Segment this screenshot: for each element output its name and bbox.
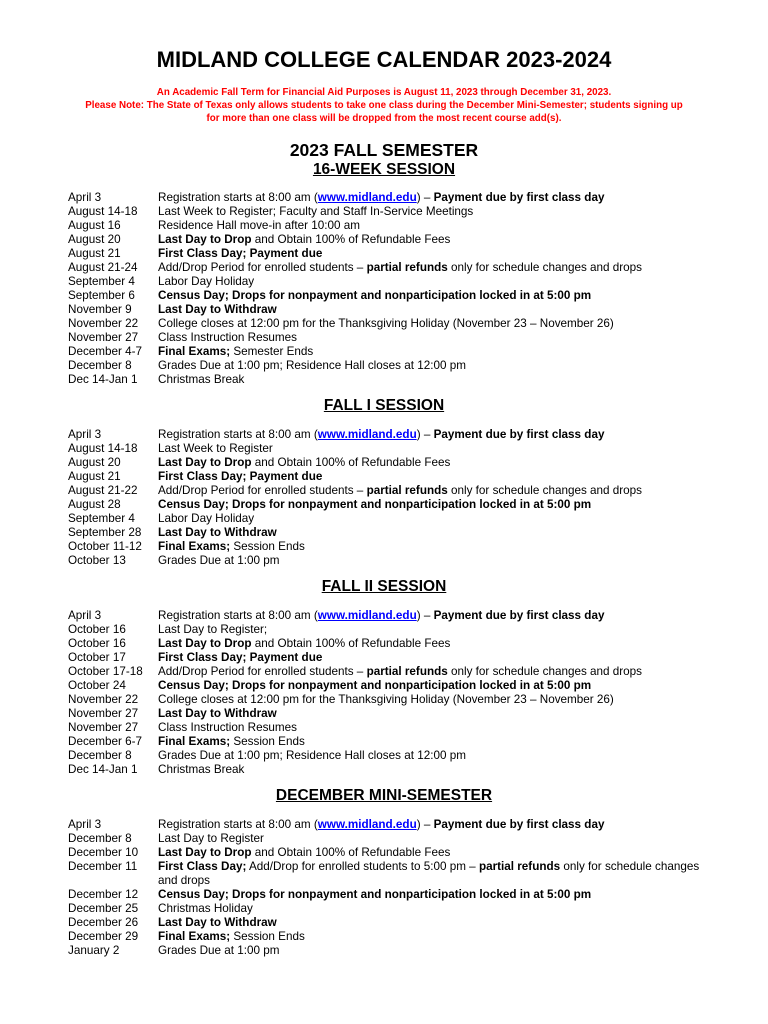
row-description <box>158 554 720 568</box>
calendar-row <box>0 303 768 317</box>
calendar-row <box>0 345 768 359</box>
bold-text: Census Day; Drops for nonpayment and nonparticipation locked in at 5:00 pm <box>158 289 592 302</box>
text-segment: College closes at 12:00 pm for the Thanksgiving Holiday (November 23 – November 26) <box>158 693 614 706</box>
bold-text: Last Day to Withdraw <box>158 303 277 316</box>
calendar-row <box>0 456 768 470</box>
semester-title: 2023 FALL SEMESTER <box>289 140 479 160</box>
row-description <box>158 944 720 958</box>
text-segment: Labor Day Holiday <box>158 512 255 525</box>
row-description <box>158 763 720 777</box>
row-description <box>158 470 720 484</box>
text-segment: Christmas Break <box>158 763 245 776</box>
text-segment: Session Ends <box>230 540 305 553</box>
row-date: August 20 <box>68 456 121 469</box>
row-date: October 24 <box>68 679 126 692</box>
calendar-rows <box>0 191 768 387</box>
calendar-rows <box>0 428 768 568</box>
text-segment: only for schedule changes and drops <box>447 261 643 274</box>
row-description <box>158 651 720 665</box>
row-description <box>158 331 720 345</box>
website-link[interactable]: www.midland.edu <box>317 191 417 204</box>
row-date: September 6 <box>68 289 135 302</box>
bold-text: partial refunds <box>478 860 561 873</box>
text-segment: Grades Due at 1:00 pm; Residence Hall closes at 12:00 pm <box>158 749 466 762</box>
row-description <box>158 623 720 637</box>
bold-text: Last Day to Drop <box>158 637 252 650</box>
calendar-row <box>0 191 768 205</box>
text-segment: only for schedule changes and drops <box>158 860 700 887</box>
row-date: September 4 <box>68 275 135 288</box>
row-description <box>158 303 720 317</box>
calendar-row <box>0 846 768 860</box>
row-date: April 3 <box>68 191 102 204</box>
calendar-row <box>0 540 768 554</box>
bold-text: Last Day to Withdraw <box>158 707 277 720</box>
text-segment: Last Week to Register; Faculty and Staff In-Service Meetings <box>158 205 474 218</box>
row-description <box>158 749 720 763</box>
row-description <box>158 289 720 303</box>
text-segment: ) – <box>416 818 434 831</box>
text-segment: Add/Drop Period for enrolled students – <box>158 484 367 497</box>
bold-text: partial refunds <box>366 484 448 497</box>
calendar-row <box>0 484 768 498</box>
row-description <box>158 261 720 275</box>
text-segment: Grades Due at 1:00 pm; Residence Hall closes at 12:00 pm <box>158 359 466 372</box>
calendar-row <box>0 860 768 888</box>
calendar-section <box>0 397 768 568</box>
text-segment: ) – <box>416 191 434 204</box>
section-heading: FALL I SESSION <box>323 397 445 414</box>
calendar-row <box>0 721 768 735</box>
row-date: August 14-18 <box>68 442 138 455</box>
row-date: December 8 <box>68 359 132 372</box>
row-description <box>158 317 720 331</box>
row-date: Dec 14-Jan 1 <box>68 763 138 776</box>
text-segment: and Obtain 100% of Refundable Fees <box>251 846 451 859</box>
notice-line: An Academic Fall Term for Financial Aid Purposes is August 11, 2023 through December 31, 2023. <box>156 87 612 98</box>
calendar-row <box>0 331 768 345</box>
calendar-row <box>0 233 768 247</box>
website-link[interactable]: www.midland.edu <box>317 428 417 441</box>
row-description <box>158 498 720 512</box>
section-heading: 16-WEEK SESSION <box>312 161 456 178</box>
text-segment: Session Ends <box>230 735 305 748</box>
notice-line: for more than one class will be dropped from the most recent course add(s). <box>206 113 562 124</box>
calendar-row <box>0 470 768 484</box>
row-description <box>158 442 720 456</box>
bold-text: Last Day to Drop <box>158 233 252 246</box>
row-description <box>158 693 720 707</box>
calendar-row <box>0 526 768 540</box>
row-description <box>158 735 720 749</box>
row-description <box>158 540 720 554</box>
text-segment: only for schedule changes and drops <box>447 665 643 678</box>
calendar-row <box>0 902 768 916</box>
row-description <box>158 902 720 916</box>
bold-text: Last Day to Withdraw <box>158 526 277 539</box>
row-date: April 3 <box>68 609 102 622</box>
row-description <box>158 526 720 540</box>
text-segment: only for schedule changes and drops <box>447 484 643 497</box>
row-description <box>158 275 720 289</box>
text-segment: Add/Drop Period for enrolled students – <box>158 261 367 274</box>
text-segment: Registration starts at 8:00 am ( <box>158 428 318 441</box>
section-heading: FALL II SESSION <box>321 578 447 595</box>
calendar-row <box>0 637 768 651</box>
row-description <box>158 721 720 735</box>
calendar-row <box>0 442 768 456</box>
row-description <box>158 888 720 902</box>
row-date: August 28 <box>68 498 121 511</box>
calendar-row <box>0 261 768 275</box>
text-segment: Labor Day Holiday <box>158 275 255 288</box>
row-description <box>158 707 720 721</box>
row-description <box>158 345 720 359</box>
row-description <box>158 219 720 233</box>
text-segment: and Obtain 100% of Refundable Fees <box>251 637 451 650</box>
bold-text: Final Exams; <box>158 735 231 748</box>
text-segment: Grades Due at 1:00 pm <box>158 944 280 957</box>
row-date: December 29 <box>68 930 139 943</box>
row-description <box>158 191 720 205</box>
row-date: April 3 <box>68 428 102 441</box>
row-description <box>158 637 720 651</box>
calendar-row <box>0 679 768 693</box>
calendar-row <box>0 651 768 665</box>
row-date: August 21-22 <box>68 484 138 497</box>
text-segment: ) – <box>416 609 434 622</box>
row-date: December 11 <box>68 860 138 873</box>
row-date: December 6-7 <box>68 735 143 748</box>
row-date: August 21-24 <box>68 261 138 274</box>
bold-text: First Class Day; <box>158 860 247 873</box>
row-date: November 9 <box>68 303 132 316</box>
calendar-row <box>0 359 768 373</box>
row-date: December 4-7 <box>68 345 143 358</box>
calendar-rows <box>0 818 768 958</box>
notice-line: Please Note: The State of Texas only allows students to take one class during the December Mini-Semester; students signing up <box>85 100 683 111</box>
bold-text: Payment due by first class day <box>433 818 605 831</box>
calendar-row <box>0 205 768 219</box>
calendar-row <box>0 735 768 749</box>
bold-text: Payment due by first class day <box>433 609 605 622</box>
bold-text: First Class Day; Payment due <box>158 247 323 260</box>
text-segment: Grades Due at 1:00 pm <box>158 554 280 567</box>
row-date: August 16 <box>68 219 121 232</box>
calendar-row <box>0 428 768 442</box>
calendar-row <box>0 512 768 526</box>
bold-text: Last Day to Drop <box>158 846 252 859</box>
row-date: November 22 <box>68 317 139 330</box>
row-date: August 20 <box>68 233 121 246</box>
row-description <box>158 930 720 944</box>
row-description <box>158 484 720 498</box>
calendar-rows <box>0 609 768 777</box>
row-date: October 16 <box>68 623 126 636</box>
row-description <box>158 679 720 693</box>
calendar-row <box>0 707 768 721</box>
calendar-row <box>0 623 768 637</box>
bold-text: Last Day to Drop <box>158 456 252 469</box>
row-date: October 17-18 <box>68 665 143 678</box>
website-link[interactable]: www.midland.edu <box>317 609 417 622</box>
bold-text: Census Day; Drops for nonpayment and nonparticipation locked in at 5:00 pm <box>158 498 592 511</box>
calendar-row <box>0 219 768 233</box>
row-date: August 21 <box>68 470 121 483</box>
text-segment: and Obtain 100% of Refundable Fees <box>251 456 451 469</box>
calendar-row <box>0 665 768 679</box>
bold-text: Payment due by first class day <box>433 191 605 204</box>
row-date: August 21 <box>68 247 121 260</box>
bold-text: Final Exams; <box>158 345 231 358</box>
row-description <box>158 359 720 373</box>
calendar-row <box>0 888 768 902</box>
row-date: November 27 <box>68 331 139 344</box>
calendar-row <box>0 832 768 846</box>
text-segment: Session Ends <box>230 930 305 943</box>
row-date: October 11-12 <box>68 540 142 553</box>
calendar-section <box>0 161 768 387</box>
text-segment: Add/Drop Period for enrolled students – <box>158 665 367 678</box>
row-date: November 22 <box>68 693 139 706</box>
calendar-section <box>0 787 768 958</box>
text-segment: and Obtain 100% of Refundable Fees <box>251 233 451 246</box>
row-description <box>158 456 720 470</box>
calendar-row <box>0 818 768 832</box>
text-segment: Add/Drop for enrolled students to 5:00 pm – <box>246 860 479 873</box>
row-description <box>158 233 720 247</box>
row-date: December 8 <box>68 832 132 845</box>
bold-text: First Class Day; Payment due <box>158 651 323 664</box>
calendar-sections <box>0 161 768 958</box>
row-date: December 12 <box>68 888 139 901</box>
calendar-row <box>0 609 768 623</box>
bold-text: Census Day; Drops for nonpayment and nonparticipation locked in at 5:00 pm <box>158 888 592 901</box>
text-segment: Residence Hall move-in after 10:00 am <box>158 219 361 232</box>
row-description <box>158 860 720 888</box>
text-segment: ) – <box>416 428 434 441</box>
row-description <box>158 665 720 679</box>
text-segment: Last Week to Register <box>158 442 273 455</box>
text-segment: Registration starts at 8:00 am ( <box>158 818 318 831</box>
bold-text: Census Day; Drops for nonpayment and nonparticipation locked in at 5:00 pm <box>158 679 592 692</box>
website-link[interactable]: www.midland.edu <box>317 818 417 831</box>
row-description <box>158 832 720 846</box>
bold-text: Final Exams; <box>158 930 231 943</box>
calendar-row <box>0 373 768 387</box>
calendar-row <box>0 498 768 512</box>
row-description <box>158 609 720 623</box>
row-date: Dec 14-Jan 1 <box>68 373 138 386</box>
calendar-row <box>0 763 768 777</box>
text-segment: College closes at 12:00 pm for the Thanksgiving Holiday (November 23 – November 26) <box>158 317 614 330</box>
calendar-row <box>0 916 768 930</box>
calendar-row <box>0 275 768 289</box>
calendar-section <box>0 578 768 777</box>
row-description <box>158 205 720 219</box>
row-description <box>158 428 720 442</box>
text-segment: Semester Ends <box>230 345 314 358</box>
row-date: October 16 <box>68 637 126 650</box>
row-date: January 2 <box>68 944 120 957</box>
row-date: September 28 <box>68 526 142 539</box>
text-segment: Last Day to Register; <box>158 623 268 636</box>
row-date: December 25 <box>68 902 139 915</box>
calendar-row <box>0 944 768 958</box>
row-date: August 14-18 <box>68 205 138 218</box>
calendar-row <box>0 693 768 707</box>
row-date: October 17 <box>68 651 126 664</box>
row-date: December 26 <box>68 916 139 929</box>
calendar-row <box>0 289 768 303</box>
row-description <box>158 846 720 860</box>
text-segment: Class Instruction Resumes <box>158 331 298 344</box>
text-segment: Registration starts at 8:00 am ( <box>158 191 318 204</box>
calendar-row <box>0 749 768 763</box>
text-segment: Class Instruction Resumes <box>158 721 298 734</box>
row-date: December 8 <box>68 749 132 762</box>
row-date: November 27 <box>68 721 139 734</box>
bold-text: partial refunds <box>366 261 448 274</box>
bold-text: partial refunds <box>366 665 448 678</box>
text-segment: Last Day to Register <box>158 832 264 845</box>
row-description <box>158 373 720 387</box>
row-description <box>158 818 720 832</box>
text-segment: Registration starts at 8:00 am ( <box>158 609 318 622</box>
calendar-row <box>0 554 768 568</box>
row-date: September 4 <box>68 512 135 525</box>
row-date: October 13 <box>68 554 126 567</box>
row-description <box>158 916 720 930</box>
financial-aid-notice <box>0 86 768 125</box>
calendar-row <box>0 930 768 944</box>
bold-text: Payment due by first class day <box>433 428 605 441</box>
section-heading: DECEMBER MINI-SEMESTER <box>275 787 493 804</box>
row-description <box>158 512 720 526</box>
bold-text: Final Exams; <box>158 540 231 553</box>
text-segment: Christmas Break <box>158 373 245 386</box>
calendar-row <box>0 247 768 261</box>
text-segment: Christmas Holiday <box>158 902 253 915</box>
row-date: November 27 <box>68 707 139 720</box>
row-description <box>158 247 720 261</box>
page-title: MIDLAND COLLEGE CALENDAR 2023-2024 <box>156 47 612 72</box>
row-date: April 3 <box>68 818 102 831</box>
bold-text: Last Day to Withdraw <box>158 916 277 929</box>
calendar-row <box>0 317 768 331</box>
bold-text: First Class Day; Payment due <box>158 470 323 483</box>
row-date: December 10 <box>68 846 139 859</box>
